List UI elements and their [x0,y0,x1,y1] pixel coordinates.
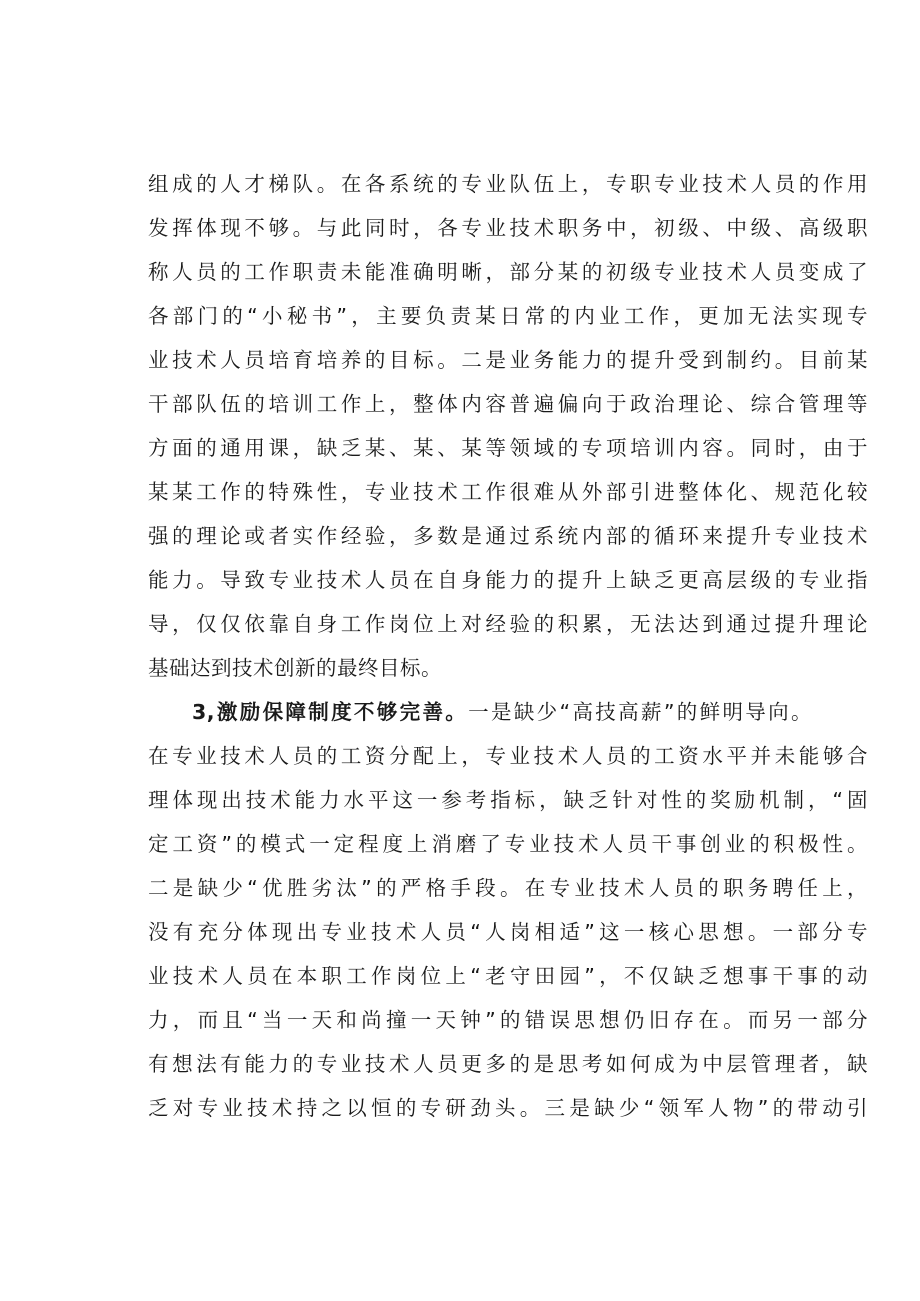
body-text-line: 导，仅仅依靠自身工作岗位上对经验的积累，无法达到通过提升理论 [148,612,868,636]
body-text-line: 干部队伍的培训工作上，整体内容普遍偏向于政治理论、综合管理等 [148,392,868,416]
section-first-line-text: 一是缺少“高技高薪”的鲜明导向。 [468,700,812,724]
body-text-line: 发挥体现不够。与此同时，各专业技术职务中，初级、中级、高级职 [148,216,868,240]
body-text-line: 基础达到技术创新的最终目标。 [148,656,442,680]
body-text-line: 能力。导致专业技术人员在自身能力的提升上缺乏更高层级的专业指 [148,568,868,592]
section-heading: 3,激励保障制度不够完善。 [192,700,469,724]
body-text-line: 业技术人员在本职工作岗位上“老守田园”，不仅缺乏想事干事的动 [148,964,868,988]
body-text-line: 某某工作的特殊性，专业技术工作很难从外部引进整体化、规范化较 [148,480,868,504]
body-text-line: 没有充分体现出专业技术人员“人岗相适”这一核心思想。一部分专 [148,920,868,944]
body-text-line: 力，而且“当一天和尚撞一天钟”的错误思想仍旧存在。而另一部分 [148,1008,868,1032]
body-text-line: 方面的通用课，缺乏某、某、某等领域的专项培训内容。同时，由于 [148,436,868,460]
body-text-line: 在专业技术人员的工资分配上，专业技术人员的工资水平并未能够合 [148,744,868,768]
body-text-line: 组成的人才梯队。在各系统的专业队伍上，专职专业技术人员的作用 [148,172,868,196]
body-text-line: 乏对专业技术持之以恒的专研劲头。三是缺少“领军人物”的带动引 [148,1096,868,1120]
body-text-line: 强的理论或者实作经验，多数是通过系统内部的循环来提升专业技术 [148,524,868,548]
body-text-line: 定工资”的模式一定程度上消磨了专业技术人员干事创业的积极性。 [148,832,868,856]
body-text-line: 各部门的“小秘书”，主要负责某日常的内业工作，更加无法实现专 [148,304,868,328]
section-first-line [192,692,812,732]
body-text-line: 二是缺少“优胜劣汰”的严格手段。在专业技术人员的职务聘任上， [148,876,868,900]
body-text-line: 称人员的工作职责未能准确明晰，部分某的初级专业技术人员变成了 [148,260,868,284]
body-text-line: 有想法有能力的专业技术人员更多的是思考如何成为中层管理者，缺 [148,1052,868,1076]
body-text-line: 业技术人员培育培养的目标。二是业务能力的提升受到制约。目前某 [148,348,868,372]
body-text-line: 理体现出技术能力水平这一参考指标，缺乏针对性的奖励机制，“固 [148,788,868,812]
